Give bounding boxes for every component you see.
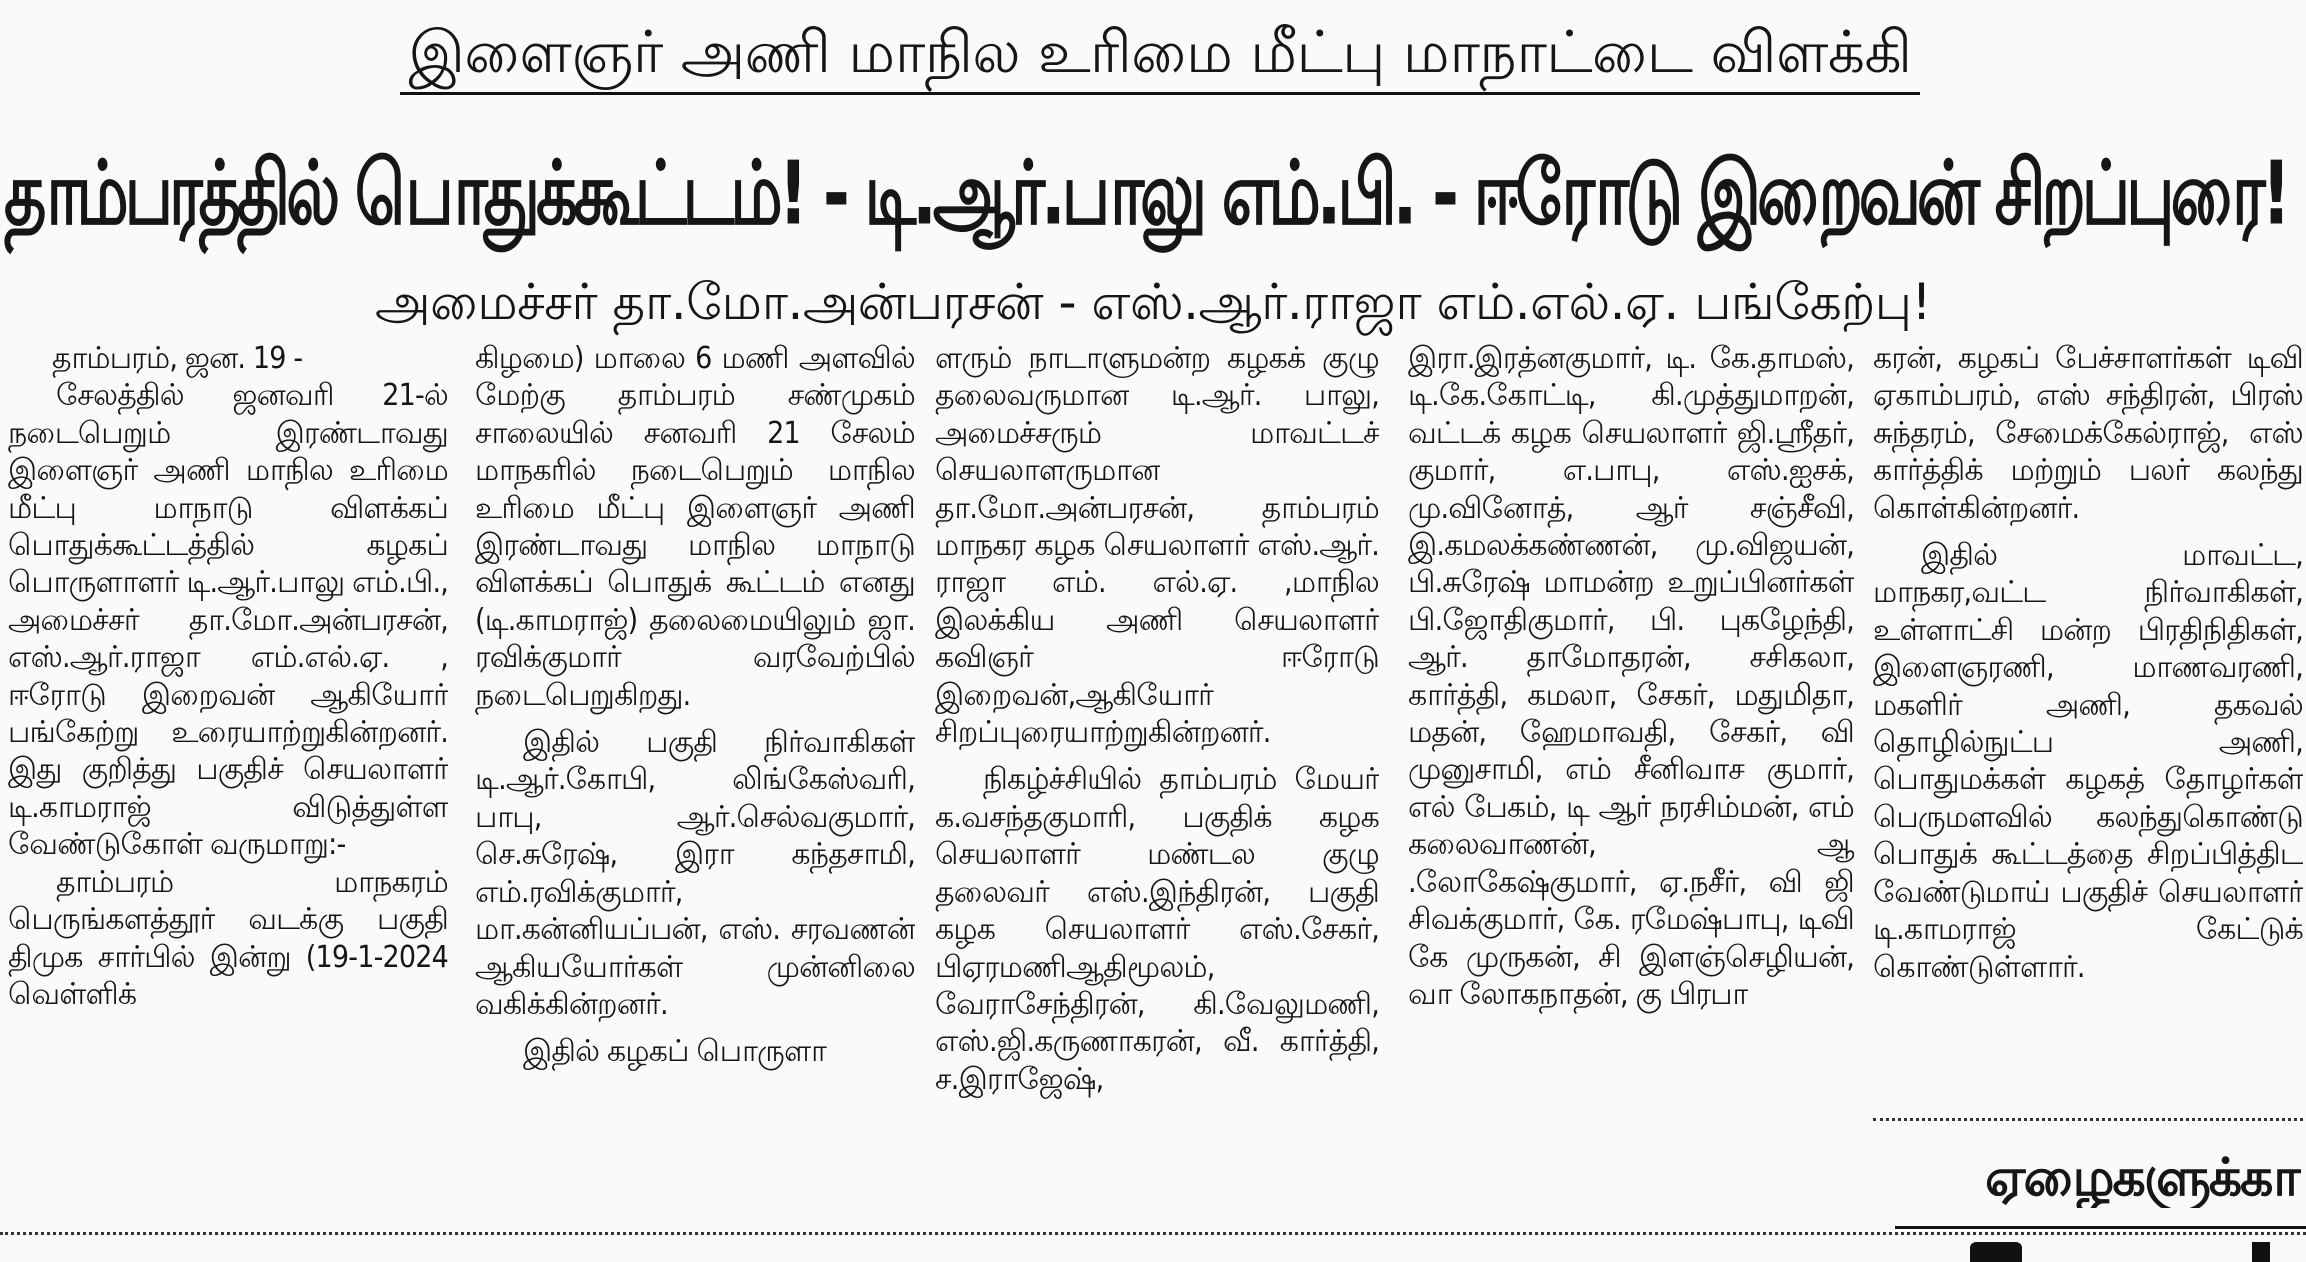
next-article-rule <box>1895 1226 2306 1229</box>
paragraph: இரா.இரத்னகுமார், டி. கே.தாமஸ், டி.கே.கோட்டி, கி.முத்துமாறன், வட்டக் கழக செயலாளர் ஜி.ஸ்ரீதர், குமார், எ.பாபு, எஸ்.ஐசக், மு.வினோத், ஆர் சஞ்சீவி, இ.கமலக்கண்ணன், மு.விஜயன், பி.சுரேஷ் மாமன்ற உறுப்பினர்கள் பி.ஜோதிகுமார், பி. புகழேந்தி, ஆர். தாமோதரன், சசிகலா, கார்த்தி, கமலா, சேகர், மதுமிதா, மதன், ஹேமாவதி, சேகர், வி முனுசாமி, எம் சீனிவாச குமார், எல் பேகம், டி ஆர் நரசிம்மன், எம் கலைவாணன், ஆ .லோகேஷ்குமார், ஏ.நசீர், வி ஜி சிவக்குமார், கே. ரமேஷ்பாபு, டிவி கே முருகன், சி இளஞ்செழியன், வா லோகநாதன், கு பிரபா <box>1408 341 1854 1012</box>
paragraph: கிழமை) மாலை 6 மணி அளவில் மேற்கு தாம்பரம் சண்முகம் சாலையில் சனவரி 21 சேலம் மாநகரில் நடைபெறும் மாநில உரிமை மீட்பு இளைஞர் அணி இரண்டாவது மாநில மாநாடு விளக்கப் பொதுக் கூட்டம் எனது (டி.காமராஜ்) தலைமையிலும் ஜா. ரவிக்குமார் வரவேற்பில் நடைபெறுகிறது. <box>475 341 915 713</box>
article-kicker: இளைஞர் அணி மாநில உரிமை மீட்பு மாநாட்டை விளக்கி <box>408 18 1912 86</box>
next-article-text-fragment <box>1940 1238 2306 1262</box>
paragraph: இதில் பகுதி நிர்வாகிகள் டி.ஆர்.கோபி, லிங்கேஸ்வரி, பாபு, ஆர்.செல்வகுமார், செ.சுரேஷ், இரா கந்தசாமி, எம்.ரவிக்குமார், மா.கன்னியப்பன், எஸ். சரவணன் ஆகியயோர்கள் முன்னிலை வகிக்கின்றனர். <box>475 725 915 1022</box>
article-column-4 <box>1408 340 1854 1220</box>
paragraph: இதில் மாவட்ட, மாநகர,வட்ட நிர்வாகிகள், உள்ளாட்சி மன்ற பிரதிநிதிகள், இளைஞரணி, மாணவரணி, மகளிர் அணி, தகவல் தொழில்நுட்ப அணி, பொதுமக்கள் கழகத் தோழர்கள் பெருமளவில் கலந்துகொண்டு பொதுக் கூட்டத்தை சிறப்பித்திட வேண்டுமாய் பகுதிச் செயலாளர் டி.காமராஜ் கேட்டுக் கொண்டுள்ளார். <box>1873 538 2303 985</box>
article-column-1 <box>8 340 448 1220</box>
next-article-headline: ஏழைகளுக்கா <box>1985 1148 2299 1208</box>
text-fragment <box>1970 1242 2022 1262</box>
dateline: தாம்பரம், ஜன. 19 - <box>52 341 303 376</box>
article-column-2 <box>475 340 915 1220</box>
paragraph: இதில் கழகப் பொருளா <box>523 1034 826 1070</box>
paragraph: கரன், கழகப் பேச்சாளர்கள் டிவி ஏகாம்பரம், எஸ் சந்திரன், பிரஸ் சுந்தரம், சேமைக்கேல்ராஜ், எஸ் கார்த்திக் மற்றும் பலர் கலந்து கொள்கின்றனர். <box>1873 341 2303 526</box>
article-column-3 <box>935 340 1379 1220</box>
article-headline: தாம்பரத்தில் பொதுக்கூட்டம்! - டி.ஆர்.பாலு எம்.பி. - ஈரோடு இறைவன் சிறப்புரை! <box>4 143 2288 245</box>
paragraph: தாம்பரம் மாநகரம் பெருங்களத்தூர் வடக்கு பகுதி திமுக சார்பில் இன்று (19-1-2024 வெள்ளிக் <box>8 864 448 1012</box>
paragraph: சேலத்தில் ஜனவரி 21-ல் நடைபெறும் இரண்டாவது இளைஞர் அணி மாநில உரிமை மீட்பு மாநாடு விளக்கப் பொதுக்கூட்டத்தில் கழகப் பொருளாளர் டி.ஆர்.பாலு எம்.பி., அமைச்சர் தா.மோ.அன்பரசன், எஸ்.ஆர்.ராஜா எம்.எல்.ஏ. , ஈரோடு இறைவன் ஆகியோர் பங்கேற்று உரையாற்றுகின்றனர். இது குறித்து பகுதிச் செயலாளர் டி.காமராஜ் விடுத்துள்ள வேண்டுகோள் வருமாறு:- <box>8 378 448 863</box>
bottom-dotted-divider <box>0 1232 2306 1235</box>
article-end-divider <box>1873 1118 2303 1121</box>
article-subheadline: அமைச்சர் தா.மோ.அன்பரசன் - எஸ்.ஆர்.ராஜா எம்.எல்.ஏ. பங்கேற்பு! <box>375 273 1931 331</box>
paragraph: ளரும் நாடாளுமன்ற கழகக் குழு தலைவருமான டி.ஆர். பாலு, அமைச்சரும் மாவட்டச் செயலாளருமான தா.மோ.அன்பரசன், தாம்பரம் மாநகர கழக செயலாளர் எஸ்.ஆர். ராஜா எம். எல்.ஏ. ,மாநில இலக்கிய அணி செயலாளர் கவிஞர் ஈரோடு இறைவன்,ஆகியோர் சிறப்புரையாற்றுகின்றனர். <box>935 341 1379 751</box>
text-fragment <box>2252 1242 2270 1262</box>
paragraph: நிகழ்ச்சியில் தாம்பரம் மேயர் க.வசந்தகுமாரி, பகுதிக் கழக செயலாளர் மண்டல குழு தலைவர் எஸ்.இந்திரன், பகுதி கழக செயலாளர் எஸ்.சேகர், பிஏரமணிஆதிமூலம், வேராசேந்திரன், கி.வேலுமணி, எஸ்.ஜி.கருணாகரன், வீ. கார்த்தி, ச.இராஜேஷ், <box>935 762 1379 1097</box>
article-column-5 <box>1873 340 2303 1118</box>
